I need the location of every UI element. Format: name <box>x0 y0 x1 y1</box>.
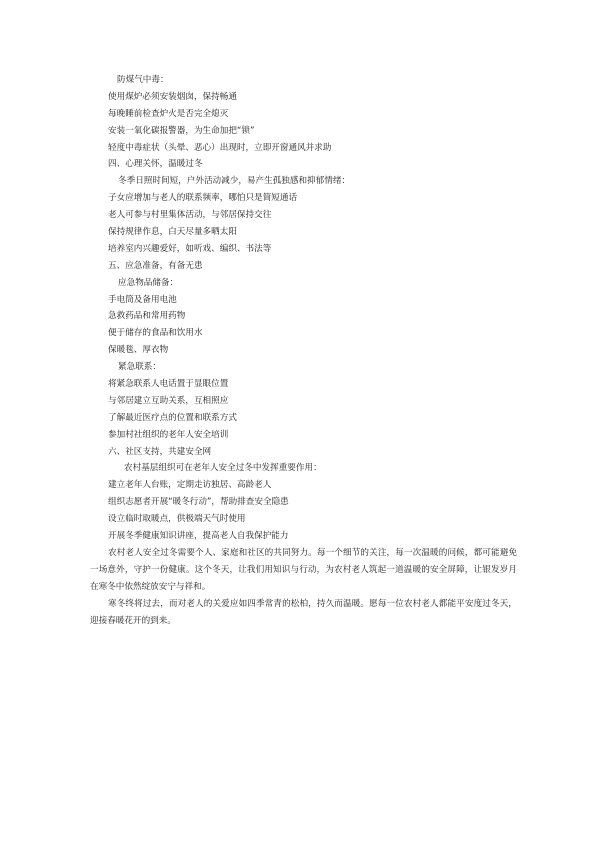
intro-text: 冬季日照时间短，户外活动减少，易产生孤独感和抑郁情绪： <box>118 176 351 187</box>
list-item: 开展冬季健康知识讲座，提高老人自我保护能力 <box>108 531 289 542</box>
list-item: 老人可参与村里集体活动，与邻居保持交往 <box>108 210 272 221</box>
section-heading: 四、心理关怀，温暖过冬 <box>108 159 203 170</box>
document-body <box>0 72 595 630</box>
list-item: 参加村社组织的老年人安全培训 <box>108 429 229 440</box>
intro-text: 农村基层组织可在老年人安全过冬中发挥重要作用： <box>124 463 322 474</box>
list-item: 子女应增加与老人的联系频率，哪怕只是简短通话 <box>108 193 298 204</box>
list-item: 了解最近医疗点的位置和联系方式 <box>108 412 237 423</box>
list-item: 急救药品和常用药物 <box>108 311 186 322</box>
list-item: 组织志愿者开展“暖冬行动”，帮助排查安全隐患 <box>108 497 289 508</box>
list-item: 每晚睡前检查炉火是否完全熄灭 <box>108 108 229 119</box>
list-item: 建立老年人台账，定期走访独居、高龄老人 <box>108 480 272 491</box>
subheading-gas-poisoning: 防煤气中毒： <box>117 75 169 85</box>
subheading-contacts: 紧急联系： <box>118 362 161 373</box>
closing-paragraph: 寒冬终将过去，而对老人的关爱应如四季常青的松柏，持久而温暖。愿每一位农村老人都能平安度过冬天，迎接春暖花开的到来。 <box>90 598 517 626</box>
list-item: 手电筒及备用电池 <box>108 294 177 305</box>
list-item: 便于储存的食品和饮用水 <box>108 328 203 339</box>
list-item: 与邻居建立互助关系，互相照应 <box>108 395 229 406</box>
closing-paragraph: 农村老人安全过冬需要个人、家庭和社区的共同努力。每一个细节的关注，每一次温暖的问候，都可能避免一场意外，守护一份健康。这个冬天，让我们用知识与行动，为农村老人筑起一道温暖的安全屏障，让银发岁月在寒冬中依然绽放安宁与祥和。 <box>90 547 517 592</box>
list-item: 保暖毯、厚衣物 <box>108 345 169 356</box>
section-heading: 六、社区支持，共建安全网 <box>108 446 212 457</box>
subheading-supplies: 应急物品储备： <box>118 277 179 288</box>
list-item: 轻度中毒症状（头晕、恶心）出现时，立即开窗通风并求助 <box>108 142 332 153</box>
list-item: 安装一氧化碳报警器，为生命加把“锁” <box>108 125 255 136</box>
list-item: 设立临时取暖点，供极端天气时使用 <box>108 514 246 525</box>
list-item: 使用煤炉必须安装烟囱，保持畅通 <box>108 91 237 102</box>
list-item: 保持规律作息，白天尽量多晒太阳 <box>108 227 237 238</box>
list-item: 培养室内兴趣爱好，如听戏、编织、书法等 <box>108 243 272 254</box>
list-item: 将紧急联系人电话置于显眼位置 <box>108 379 229 390</box>
section-heading: 五、应急准备，有备无患 <box>108 260 203 271</box>
